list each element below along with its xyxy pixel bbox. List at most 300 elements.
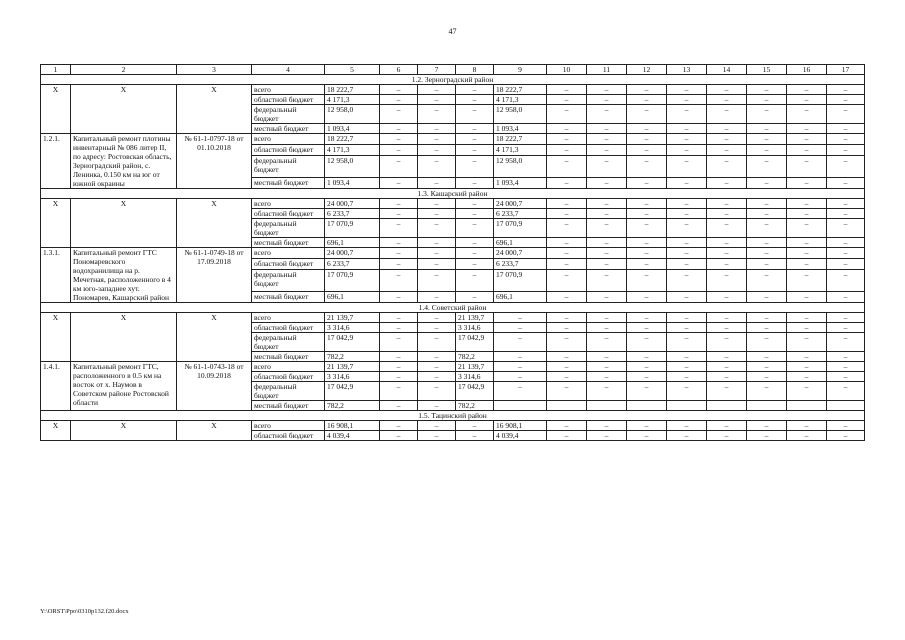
year-value: 24 000,7 [494, 199, 547, 209]
object-name: Капитальный ремонт ГТС, расположенного в 0.5 км на восток от х. Наумов в Советском районе Ростовской области [71, 362, 177, 411]
section-title: 1.4. Советский район [41, 303, 865, 313]
dash-cell: – [380, 362, 418, 372]
dash-cell: – [827, 291, 865, 302]
column-header: 8 [456, 65, 494, 75]
total-value: 1 093,4 [325, 124, 380, 134]
year-value: 21 139,7 [456, 362, 494, 372]
dash-cell: – [627, 134, 667, 145]
dash-cell: – [456, 248, 494, 259]
dash-cell: – [667, 145, 707, 156]
dash-cell: – [627, 105, 667, 124]
dash-cell: – [707, 134, 747, 145]
dash-cell: – [787, 95, 827, 105]
dash-cell: – [380, 177, 418, 188]
dash-cell: – [747, 219, 787, 238]
budget-label: областной бюджет [252, 323, 325, 333]
dash-cell: – [494, 382, 547, 401]
dash-cell: – [787, 382, 827, 401]
year-value: 18 222,7 [494, 134, 547, 145]
dash-cell: – [547, 85, 587, 95]
item-number: 1.3.1. [41, 248, 71, 303]
section-title: 1.5. Тацинский район [41, 411, 865, 421]
dash-cell: – [547, 156, 587, 177]
dash-cell: – [747, 313, 787, 323]
dash-cell: – [787, 333, 827, 352]
dash-cell: – [418, 270, 456, 291]
permit-number: X [177, 313, 252, 362]
dash-cell: – [547, 124, 587, 134]
dash-cell: – [827, 209, 865, 219]
dash-cell: – [547, 431, 587, 441]
budget-label: федеральный бюджет [252, 219, 325, 238]
dash-cell: – [707, 270, 747, 291]
dash-cell: – [787, 352, 827, 362]
total-value: 6 233,7 [325, 209, 380, 219]
dash-cell: – [418, 401, 456, 411]
total-value: 3 314,6 [325, 372, 380, 382]
dash-cell: – [827, 134, 865, 145]
year-value: 1 093,4 [494, 124, 547, 134]
dash-cell: – [707, 291, 747, 302]
dash-cell: – [547, 421, 587, 431]
dash-cell: – [456, 156, 494, 177]
dash-cell: – [787, 362, 827, 372]
dash-cell: – [627, 372, 667, 382]
year-value: 18 222,7 [494, 85, 547, 95]
dash-cell: – [787, 85, 827, 95]
dash-cell: – [547, 209, 587, 219]
budget-label: федеральный бюджет [252, 105, 325, 124]
dash-cell: – [787, 421, 827, 431]
dash-cell: – [418, 333, 456, 352]
budget-label: областной бюджет [252, 372, 325, 382]
dash-cell: – [418, 145, 456, 156]
dash-cell: – [587, 124, 627, 134]
dash-cell: – [380, 313, 418, 323]
dash-cell: – [827, 156, 865, 177]
dash-cell: – [380, 291, 418, 302]
dash-cell: – [418, 248, 456, 259]
column-number-row [41, 65, 865, 75]
dash-cell: – [547, 291, 587, 302]
dash-cell: – [827, 431, 865, 441]
dash-cell: – [547, 248, 587, 259]
dash-cell: – [456, 259, 494, 270]
dash-cell: – [418, 259, 456, 270]
dash-cell: – [787, 145, 827, 156]
column-header: 16 [787, 65, 827, 75]
dash-cell: – [587, 156, 627, 177]
dash-cell: – [547, 372, 587, 382]
dash-cell: – [627, 362, 667, 372]
table-row [41, 313, 865, 323]
dash-cell: – [667, 219, 707, 238]
dash-cell: – [667, 199, 707, 209]
column-header: 5 [325, 65, 380, 75]
dash-cell: – [418, 372, 456, 382]
dash-cell: – [494, 362, 547, 372]
object-name: X [71, 199, 177, 248]
dash-cell: – [747, 105, 787, 124]
dash-cell: – [456, 95, 494, 105]
dash-cell: – [667, 421, 707, 431]
column-header: 9 [494, 65, 547, 75]
dash-cell: – [380, 219, 418, 238]
dash-cell: – [827, 145, 865, 156]
dash-cell: – [827, 372, 865, 382]
dash-cell: – [667, 156, 707, 177]
dash-cell: – [587, 372, 627, 382]
dash-cell: – [418, 95, 456, 105]
dash-cell: – [587, 177, 627, 188]
dash-cell: – [827, 333, 865, 352]
dash-cell: – [418, 124, 456, 134]
dash-cell: – [456, 145, 494, 156]
dash-cell: – [418, 85, 456, 95]
dash-cell: – [827, 362, 865, 372]
dash-cell: – [787, 156, 827, 177]
dash-cell: – [380, 209, 418, 219]
dash-cell: – [456, 199, 494, 209]
dash-cell [747, 401, 787, 411]
dash-cell: – [627, 333, 667, 352]
dash-cell: – [787, 199, 827, 209]
total-value: 4 171,3 [325, 95, 380, 105]
dash-cell: – [547, 313, 587, 323]
total-value: 17 042,9 [325, 382, 380, 401]
dash-cell: – [827, 421, 865, 431]
dash-cell: – [747, 259, 787, 270]
dash-cell: – [787, 124, 827, 134]
dash-cell: – [747, 333, 787, 352]
dash-cell: – [707, 145, 747, 156]
dash-cell: – [587, 134, 627, 145]
file-path-footer: Y:\ORST\Ppo\0310p132.f20.docx [40, 608, 129, 615]
year-value: 3 314,6 [456, 372, 494, 382]
dash-cell: – [418, 105, 456, 124]
dash-cell: – [667, 313, 707, 323]
year-value: 782,2 [456, 352, 494, 362]
dash-cell: – [707, 382, 747, 401]
total-value: 24 000,7 [325, 248, 380, 259]
budget-label: всего [252, 199, 325, 209]
table-row [41, 134, 865, 145]
dash-cell: – [494, 323, 547, 333]
dash-cell: – [547, 134, 587, 145]
dash-cell: – [787, 431, 827, 441]
total-value: 21 139,7 [325, 313, 380, 323]
dash-cell: – [787, 177, 827, 188]
dash-cell: – [627, 85, 667, 95]
dash-cell: – [747, 177, 787, 188]
dash-cell: – [547, 177, 587, 188]
total-value: 17 042,9 [325, 333, 380, 352]
dash-cell: – [456, 219, 494, 238]
item-number: X [41, 421, 71, 441]
dash-cell: – [787, 270, 827, 291]
dash-cell: – [707, 431, 747, 441]
dash-cell: – [380, 156, 418, 177]
year-value: 4 171,3 [494, 145, 547, 156]
dash-cell: – [587, 313, 627, 323]
dash-cell: – [547, 323, 587, 333]
dash-cell: – [456, 134, 494, 145]
total-value: 4 039,4 [325, 431, 380, 441]
dash-cell: – [627, 291, 667, 302]
dash-cell: – [667, 431, 707, 441]
dash-cell: – [418, 291, 456, 302]
dash-cell: – [827, 95, 865, 105]
object-name: X [71, 421, 177, 441]
dash-cell: – [747, 156, 787, 177]
year-value: 17 070,9 [494, 270, 547, 291]
dash-cell: – [667, 382, 707, 401]
dash-cell: – [627, 270, 667, 291]
dash-cell: – [667, 134, 707, 145]
dash-cell: – [707, 323, 747, 333]
dash-cell: – [707, 219, 747, 238]
dash-cell: – [627, 209, 667, 219]
dash-cell: – [587, 362, 627, 372]
year-value: 17 042,9 [456, 382, 494, 401]
dash-cell: – [627, 248, 667, 259]
table-row [41, 85, 865, 95]
dash-cell: – [587, 259, 627, 270]
dash-cell [707, 401, 747, 411]
dash-cell: – [456, 238, 494, 248]
budget-label: местный бюджет [252, 352, 325, 362]
dash-cell: – [827, 382, 865, 401]
budget-label: областной бюджет [252, 259, 325, 270]
dash-cell: – [587, 238, 627, 248]
dash-cell: – [827, 352, 865, 362]
budget-label: местный бюджет [252, 124, 325, 134]
budget-label: всего [252, 85, 325, 95]
dash-cell: – [456, 270, 494, 291]
dash-cell: – [667, 85, 707, 95]
object-name: Капитальный ремонт плотины инвентарный № 086 литер II, по адресу: Ростовская область, Зерноградский район, с. Ленинка, 0.150 км на юг от южной окраины [71, 134, 177, 189]
permit-number: № 61-1-0749-18 от 17.09.2018 [177, 248, 252, 303]
dash-cell: – [456, 177, 494, 188]
dash-cell: – [418, 313, 456, 323]
dash-cell: – [418, 199, 456, 209]
object-name: X [71, 313, 177, 362]
budget-label: областной бюджет [252, 145, 325, 156]
dash-cell: – [707, 248, 747, 259]
budget-label: всего [252, 313, 325, 323]
dash-cell: – [667, 333, 707, 352]
dash-cell: – [787, 209, 827, 219]
dash-cell: – [380, 85, 418, 95]
dash-cell: – [587, 382, 627, 401]
dash-cell: – [418, 209, 456, 219]
dash-cell: – [627, 421, 667, 431]
total-value: 17 070,9 [325, 270, 380, 291]
budget-table [40, 64, 865, 441]
dash-cell: – [380, 333, 418, 352]
dash-cell: – [380, 105, 418, 124]
column-header: 6 [380, 65, 418, 75]
dash-cell: – [494, 333, 547, 352]
section-row [41, 189, 865, 199]
dash-cell: – [547, 352, 587, 362]
dash-cell: – [707, 95, 747, 105]
permit-number: X [177, 199, 252, 248]
dash-cell: – [587, 209, 627, 219]
dash-cell: – [707, 362, 747, 372]
total-value: 782,2 [325, 401, 380, 411]
dash-cell: – [456, 124, 494, 134]
dash-cell: – [587, 145, 627, 156]
total-value: 3 314,6 [325, 323, 380, 333]
dash-cell: – [827, 199, 865, 209]
dash-cell: – [418, 431, 456, 441]
budget-label: всего [252, 362, 325, 372]
dash-cell: – [547, 145, 587, 156]
dash-cell [547, 401, 587, 411]
dash-cell: – [747, 209, 787, 219]
dash-cell: – [747, 248, 787, 259]
dash-cell: – [627, 352, 667, 362]
dash-cell: – [787, 238, 827, 248]
total-value: 1 093,4 [325, 177, 380, 188]
dash-cell: – [667, 95, 707, 105]
budget-label: федеральный бюджет [252, 333, 325, 352]
section-row [41, 75, 865, 85]
object-name: X [71, 85, 177, 134]
dash-cell: – [667, 323, 707, 333]
dash-cell: – [547, 219, 587, 238]
dash-cell: – [587, 199, 627, 209]
dash-cell: – [587, 270, 627, 291]
column-header: 10 [547, 65, 587, 75]
dash-cell: – [587, 431, 627, 441]
column-header: 4 [252, 65, 325, 75]
dash-cell: – [707, 238, 747, 248]
total-value: 782,2 [325, 352, 380, 362]
permit-number: X [177, 85, 252, 134]
year-value: 17 070,9 [494, 219, 547, 238]
year-value: 696,1 [494, 238, 547, 248]
dash-cell: – [547, 105, 587, 124]
year-value: 3 314,6 [456, 323, 494, 333]
dash-cell: – [380, 372, 418, 382]
dash-cell: – [787, 219, 827, 238]
dash-cell: – [627, 199, 667, 209]
table-body [41, 75, 865, 441]
dash-cell: – [747, 372, 787, 382]
dash-cell: – [747, 270, 787, 291]
dash-cell: – [707, 85, 747, 95]
column-header: 1 [41, 65, 71, 75]
dash-cell: – [380, 431, 418, 441]
section-row [41, 411, 865, 421]
dash-cell: – [380, 248, 418, 259]
dash-cell: – [380, 145, 418, 156]
dash-cell: – [418, 177, 456, 188]
permit-number: № 61-1-0797-18 от 01.10.2018 [177, 134, 252, 189]
column-header: 13 [667, 65, 707, 75]
dash-cell: – [587, 291, 627, 302]
dash-cell: – [587, 333, 627, 352]
dash-cell: – [547, 270, 587, 291]
dash-cell: – [707, 156, 747, 177]
dash-cell: – [787, 291, 827, 302]
dash-cell: – [747, 199, 787, 209]
dash-cell: – [747, 145, 787, 156]
dash-cell: – [380, 238, 418, 248]
dash-cell: – [587, 248, 627, 259]
dash-cell: – [827, 85, 865, 95]
total-value: 18 222,7 [325, 134, 380, 145]
dash-cell: – [747, 85, 787, 95]
budget-label: местный бюджет [252, 291, 325, 302]
dash-cell: – [787, 259, 827, 270]
item-number: 1.4.1. [41, 362, 71, 411]
permit-number: № 61-1-0743-18 от 10.09.2018 [177, 362, 252, 411]
dash-cell: – [747, 431, 787, 441]
dash-cell: – [456, 431, 494, 441]
object-name: Капитальный ремонт ГТС Пономаревского водохранилища на р. Мечетная, расположенного в 4 км юго-западнее хут. Пономарев, Кашарский район [71, 248, 177, 303]
dash-cell: – [827, 105, 865, 124]
dash-cell: – [494, 352, 547, 362]
table-row [41, 199, 865, 209]
dash-cell: – [707, 209, 747, 219]
dash-cell: – [747, 291, 787, 302]
item-number: X [41, 313, 71, 362]
dash-cell: – [547, 333, 587, 352]
dash-cell: – [787, 323, 827, 333]
budget-label: всего [252, 134, 325, 145]
dash-cell: – [380, 95, 418, 105]
dash-cell: – [707, 199, 747, 209]
column-header: 3 [177, 65, 252, 75]
dash-cell: – [787, 248, 827, 259]
dash-cell: – [494, 372, 547, 382]
year-value: 21 139,7 [456, 313, 494, 323]
dash-cell: – [587, 105, 627, 124]
table-row [41, 421, 865, 431]
dash-cell: – [747, 134, 787, 145]
dash-cell: – [707, 124, 747, 134]
dash-cell: – [494, 313, 547, 323]
dash-cell: – [418, 134, 456, 145]
dash-cell: – [587, 85, 627, 95]
dash-cell: – [587, 95, 627, 105]
dash-cell: – [547, 199, 587, 209]
dash-cell: – [627, 323, 667, 333]
dash-cell: – [380, 401, 418, 411]
item-number: 1.2.1. [41, 134, 71, 189]
year-value: 17 042,9 [456, 333, 494, 352]
dash-cell: – [707, 372, 747, 382]
budget-label: местный бюджет [252, 238, 325, 248]
dash-cell: – [707, 333, 747, 352]
dash-cell: – [627, 259, 667, 270]
dash-cell: – [707, 352, 747, 362]
dash-cell: – [667, 352, 707, 362]
year-value: 782,2 [456, 401, 494, 411]
page-number: 47 [448, 27, 457, 36]
dash-cell: – [418, 238, 456, 248]
dash-cell: – [627, 382, 667, 401]
dash-cell: – [547, 95, 587, 105]
section-title: 1.3. Кашарский район [41, 189, 865, 199]
dash-cell: – [627, 95, 667, 105]
dash-cell: – [380, 134, 418, 145]
dash-cell: – [707, 421, 747, 431]
total-value: 24 000,7 [325, 199, 380, 209]
